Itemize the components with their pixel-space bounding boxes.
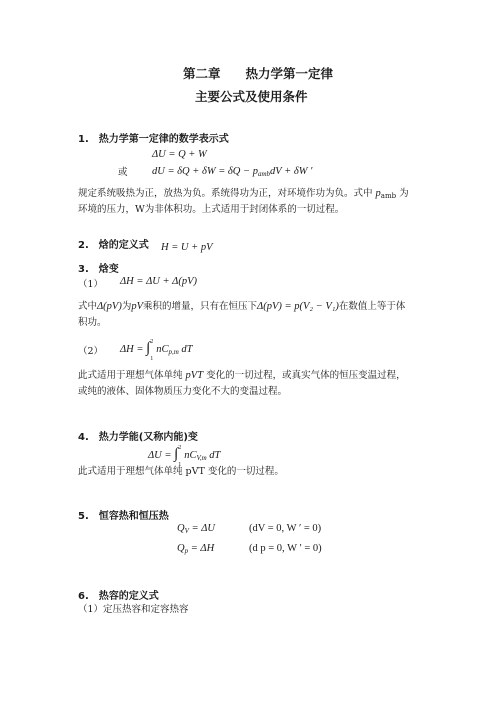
section-3-desc-line-1: 式中Δ(pV)为pV乘积的增量，只有在恒压下Δ(pV) = p(V₂ − V₁)在数值上等于体 [78,301,406,312]
section-3-item-1-equation: ΔH = ΔU + Δ(pV) [120,276,197,287]
section-6-item-1: （1）定压热容和定容热容 [78,604,189,615]
section-2-heading: 2. 焓的定义式 [78,240,149,251]
section-1-heading: 1. 热力学第一定律的数学表示式 [78,134,229,145]
chapter-title: 第二章 热力学第一定律 [183,66,334,81]
section-5-condition-2: (d p = 0, W ′ = 0) [249,543,322,554]
section-5-equation-1: $Q_V = \Delta U$ [177,523,215,535]
section-2-equation: H = U + pV [161,242,213,253]
section-1-equation-2: dU = $\delta Q + \delta W = \delta Q - p_{amb}dV + \delta W$ ′ [152,166,313,178]
section-1-equation-1: ΔU = Q + W [152,149,207,160]
chapter-subtitle: 主要公式及使用条件 [195,89,308,104]
section-3-item-2-label: （2） [78,346,104,357]
section-3-desc-line-3: 此式适用于理想气体单纯 pVT 变化的一切过程，或真实气体的恒压变温过程， [78,370,406,381]
section-5-heading: 5. 恒容热和恒压热 [78,511,169,522]
section-1-desc-line-1: 规定系统吸热为正，放热为负。系统得功为正，对环境作功为负。式中 $p_{amb}$ 为 [78,188,409,200]
section-1-desc-line-2: 环境的压力，W为非体积功。上式适用于封闭体系的一切过程。 [78,204,345,215]
section-5-condition-1: (dV = 0, W ′ = 0) [249,523,322,534]
section-3-heading: 3. 焓变 [78,264,119,275]
section-6-heading: 6. 热容的定义式 [78,591,159,602]
section-3-item-1-label: （1） [78,279,104,290]
section-3-desc-line-2: 积功。 [78,317,107,328]
section-5-equation-2: $Q_p = \Delta H$ [177,543,215,555]
section-3-desc-line-4: 或纯的液体、固体物质压力变化不大的变温过程。 [78,386,288,397]
section-4-heading: 4. 热力学能(又称内能)变 [78,432,198,443]
section-4-equation: ΔU = ∫ 2 1 $nC_{V,m}$ dT [148,444,221,468]
section-1-or-label: 或 [118,167,128,178]
section-3-item-2-equation: ΔH = ∫ 2 1 $nC_{p,m}$ dT [120,338,193,362]
section-4-desc: 此式适用于理想气体单纯 pVT 变化的一切过程。 [78,466,284,477]
